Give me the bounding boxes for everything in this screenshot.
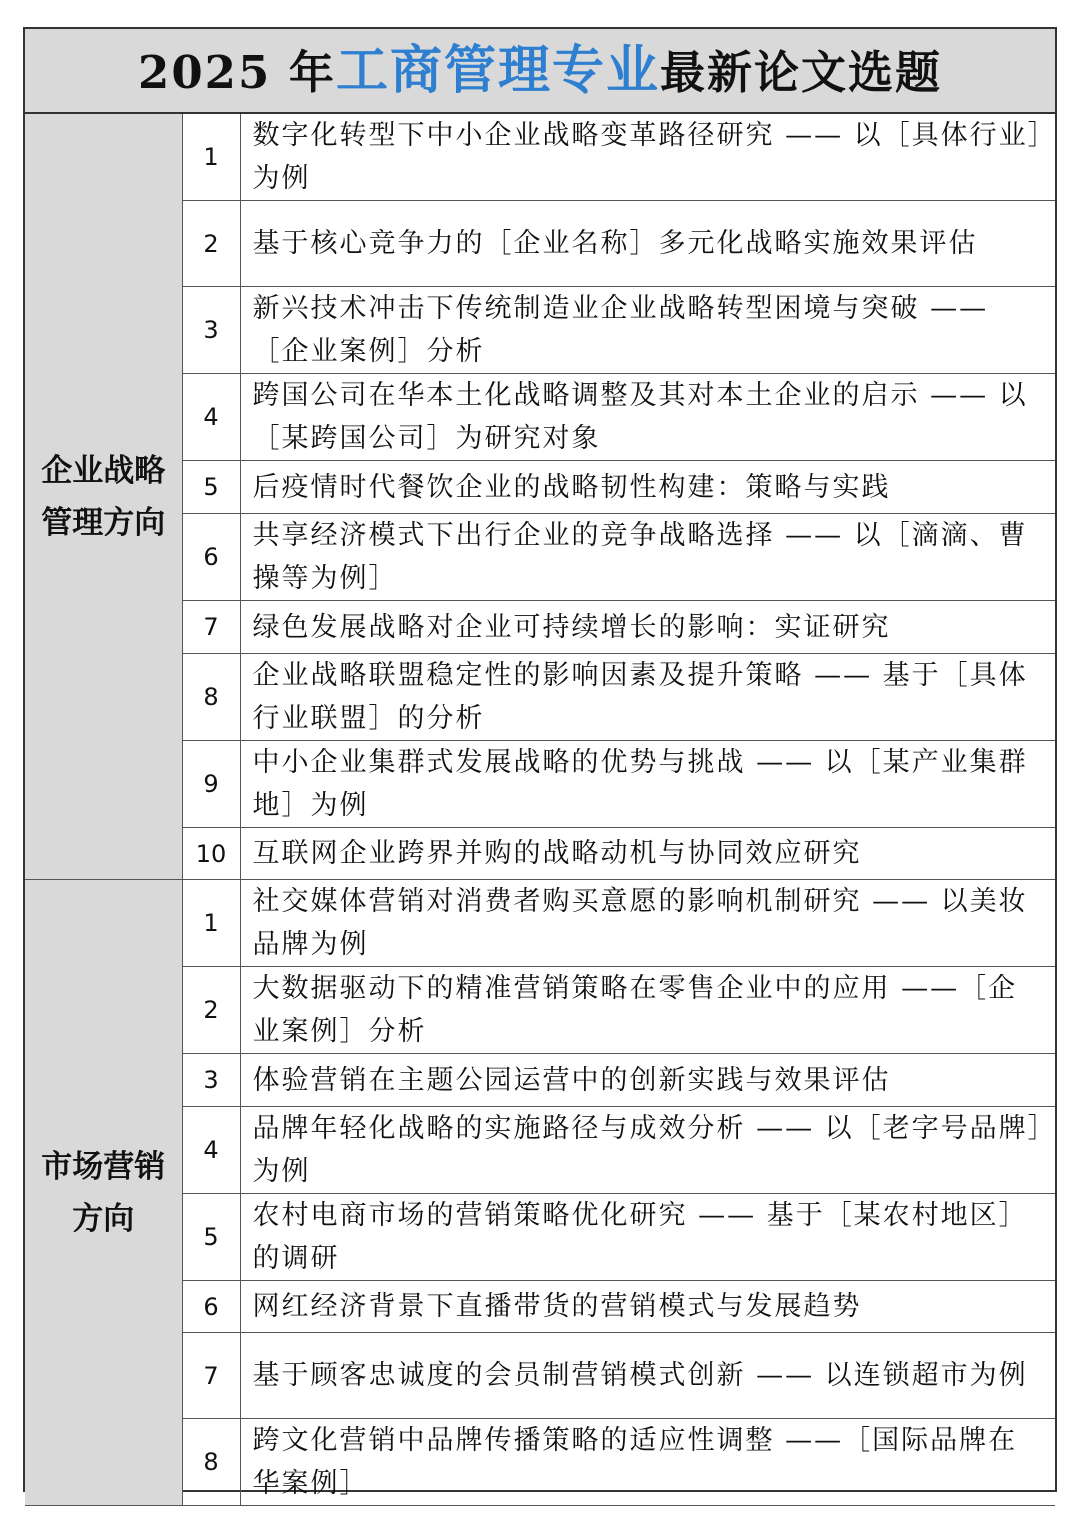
title-suffix: 最新论文选题 (659, 46, 942, 99)
topic-text: 网红经济背景下直播带货的营销模式与发展趋势 (240, 1281, 1055, 1333)
topic-number: 6 (182, 1281, 240, 1333)
topic-sheet (23, 27, 1057, 1499)
topic-number: 4 (182, 1107, 240, 1194)
topic-text: 社交媒体营销对消费者购买意愿的影响机制研究 —— 以美妆品牌为例 (240, 880, 1055, 967)
topic-number: 1 (182, 880, 240, 967)
topics-body (25, 114, 1055, 1506)
topic-text: 互联网企业跨界并购的战略动机与协同效应研究 (240, 828, 1055, 880)
topic-number: 7 (182, 601, 240, 654)
topic-number: 8 (182, 654, 240, 741)
category-cell: 企业战略管理方向 (25, 114, 182, 880)
topic-text: 基于顾客忠诚度的会员制营销模式创新 —— 以连锁超市为例 (240, 1333, 1055, 1419)
page-title (25, 29, 1055, 114)
topic-text: 新兴技术冲击下传统制造业企业战略转型困境与突破 ——［企业案例］分析 (240, 287, 1055, 374)
topic-number: 8 (182, 1419, 240, 1506)
topic-text: 农村电商市场的营销策略优化研究 —— 基于［某农村地区］的调研 (240, 1194, 1055, 1281)
title-year: 2025 年 (138, 46, 336, 99)
topic-text: 共享经济模式下出行企业的竞争战略选择 —— 以［滴滴、曹操等为例］ (240, 514, 1055, 601)
category-cell: 市场营销方向 (25, 880, 182, 1506)
topic-text: 中小企业集群式发展战略的优势与挑战 —— 以［某产业集群地］为例 (240, 741, 1055, 828)
topic-number: 7 (182, 1333, 240, 1419)
table-row (25, 880, 1055, 967)
topic-text: 企业战略联盟稳定性的影响因素及提升策略 —— 基于［具体行业联盟］的分析 (240, 654, 1055, 741)
topic-text: 数字化转型下中小企业战略变革路径研究 —— 以［具体行业］为例 (240, 114, 1055, 201)
topic-text: 基于核心竞争力的［企业名称］多元化战略实施效果评估 (240, 201, 1055, 287)
topic-number: 9 (182, 741, 240, 828)
topic-number: 2 (182, 201, 240, 287)
topic-text: 体验营销在主题公园运营中的创新实践与效果评估 (240, 1054, 1055, 1107)
topic-number: 5 (182, 1194, 240, 1281)
topic-number: 10 (182, 828, 240, 880)
topic-text: 品牌年轻化战略的实施路径与成效分析 —— 以［老字号品牌］为例 (240, 1107, 1055, 1194)
topic-text: 大数据驱动下的精准营销策略在零售企业中的应用 ——［企业案例］分析 (240, 967, 1055, 1054)
topic-number: 5 (182, 461, 240, 514)
topic-text: 后疫情时代餐饮企业的战略韧性构建：策略与实践 (240, 461, 1055, 514)
title-major: 工商管理专业 (335, 40, 660, 101)
topic-number: 3 (182, 1054, 240, 1107)
topics-table (25, 114, 1055, 1506)
topic-text: 跨文化营销中品牌传播策略的适应性调整 ——［国际品牌在华案例］ (240, 1419, 1055, 1506)
topic-number: 6 (182, 514, 240, 601)
topic-number: 4 (182, 374, 240, 461)
topic-text: 跨国公司在华本土化战略调整及其对本土企业的启示 —— 以［某跨国公司］为研究对象 (240, 374, 1055, 461)
topic-number: 1 (182, 114, 240, 201)
topic-number: 2 (182, 967, 240, 1054)
topic-text: 绿色发展战略对企业可持续增长的影响：实证研究 (240, 601, 1055, 654)
topic-number: 3 (182, 287, 240, 374)
table-row (25, 114, 1055, 201)
